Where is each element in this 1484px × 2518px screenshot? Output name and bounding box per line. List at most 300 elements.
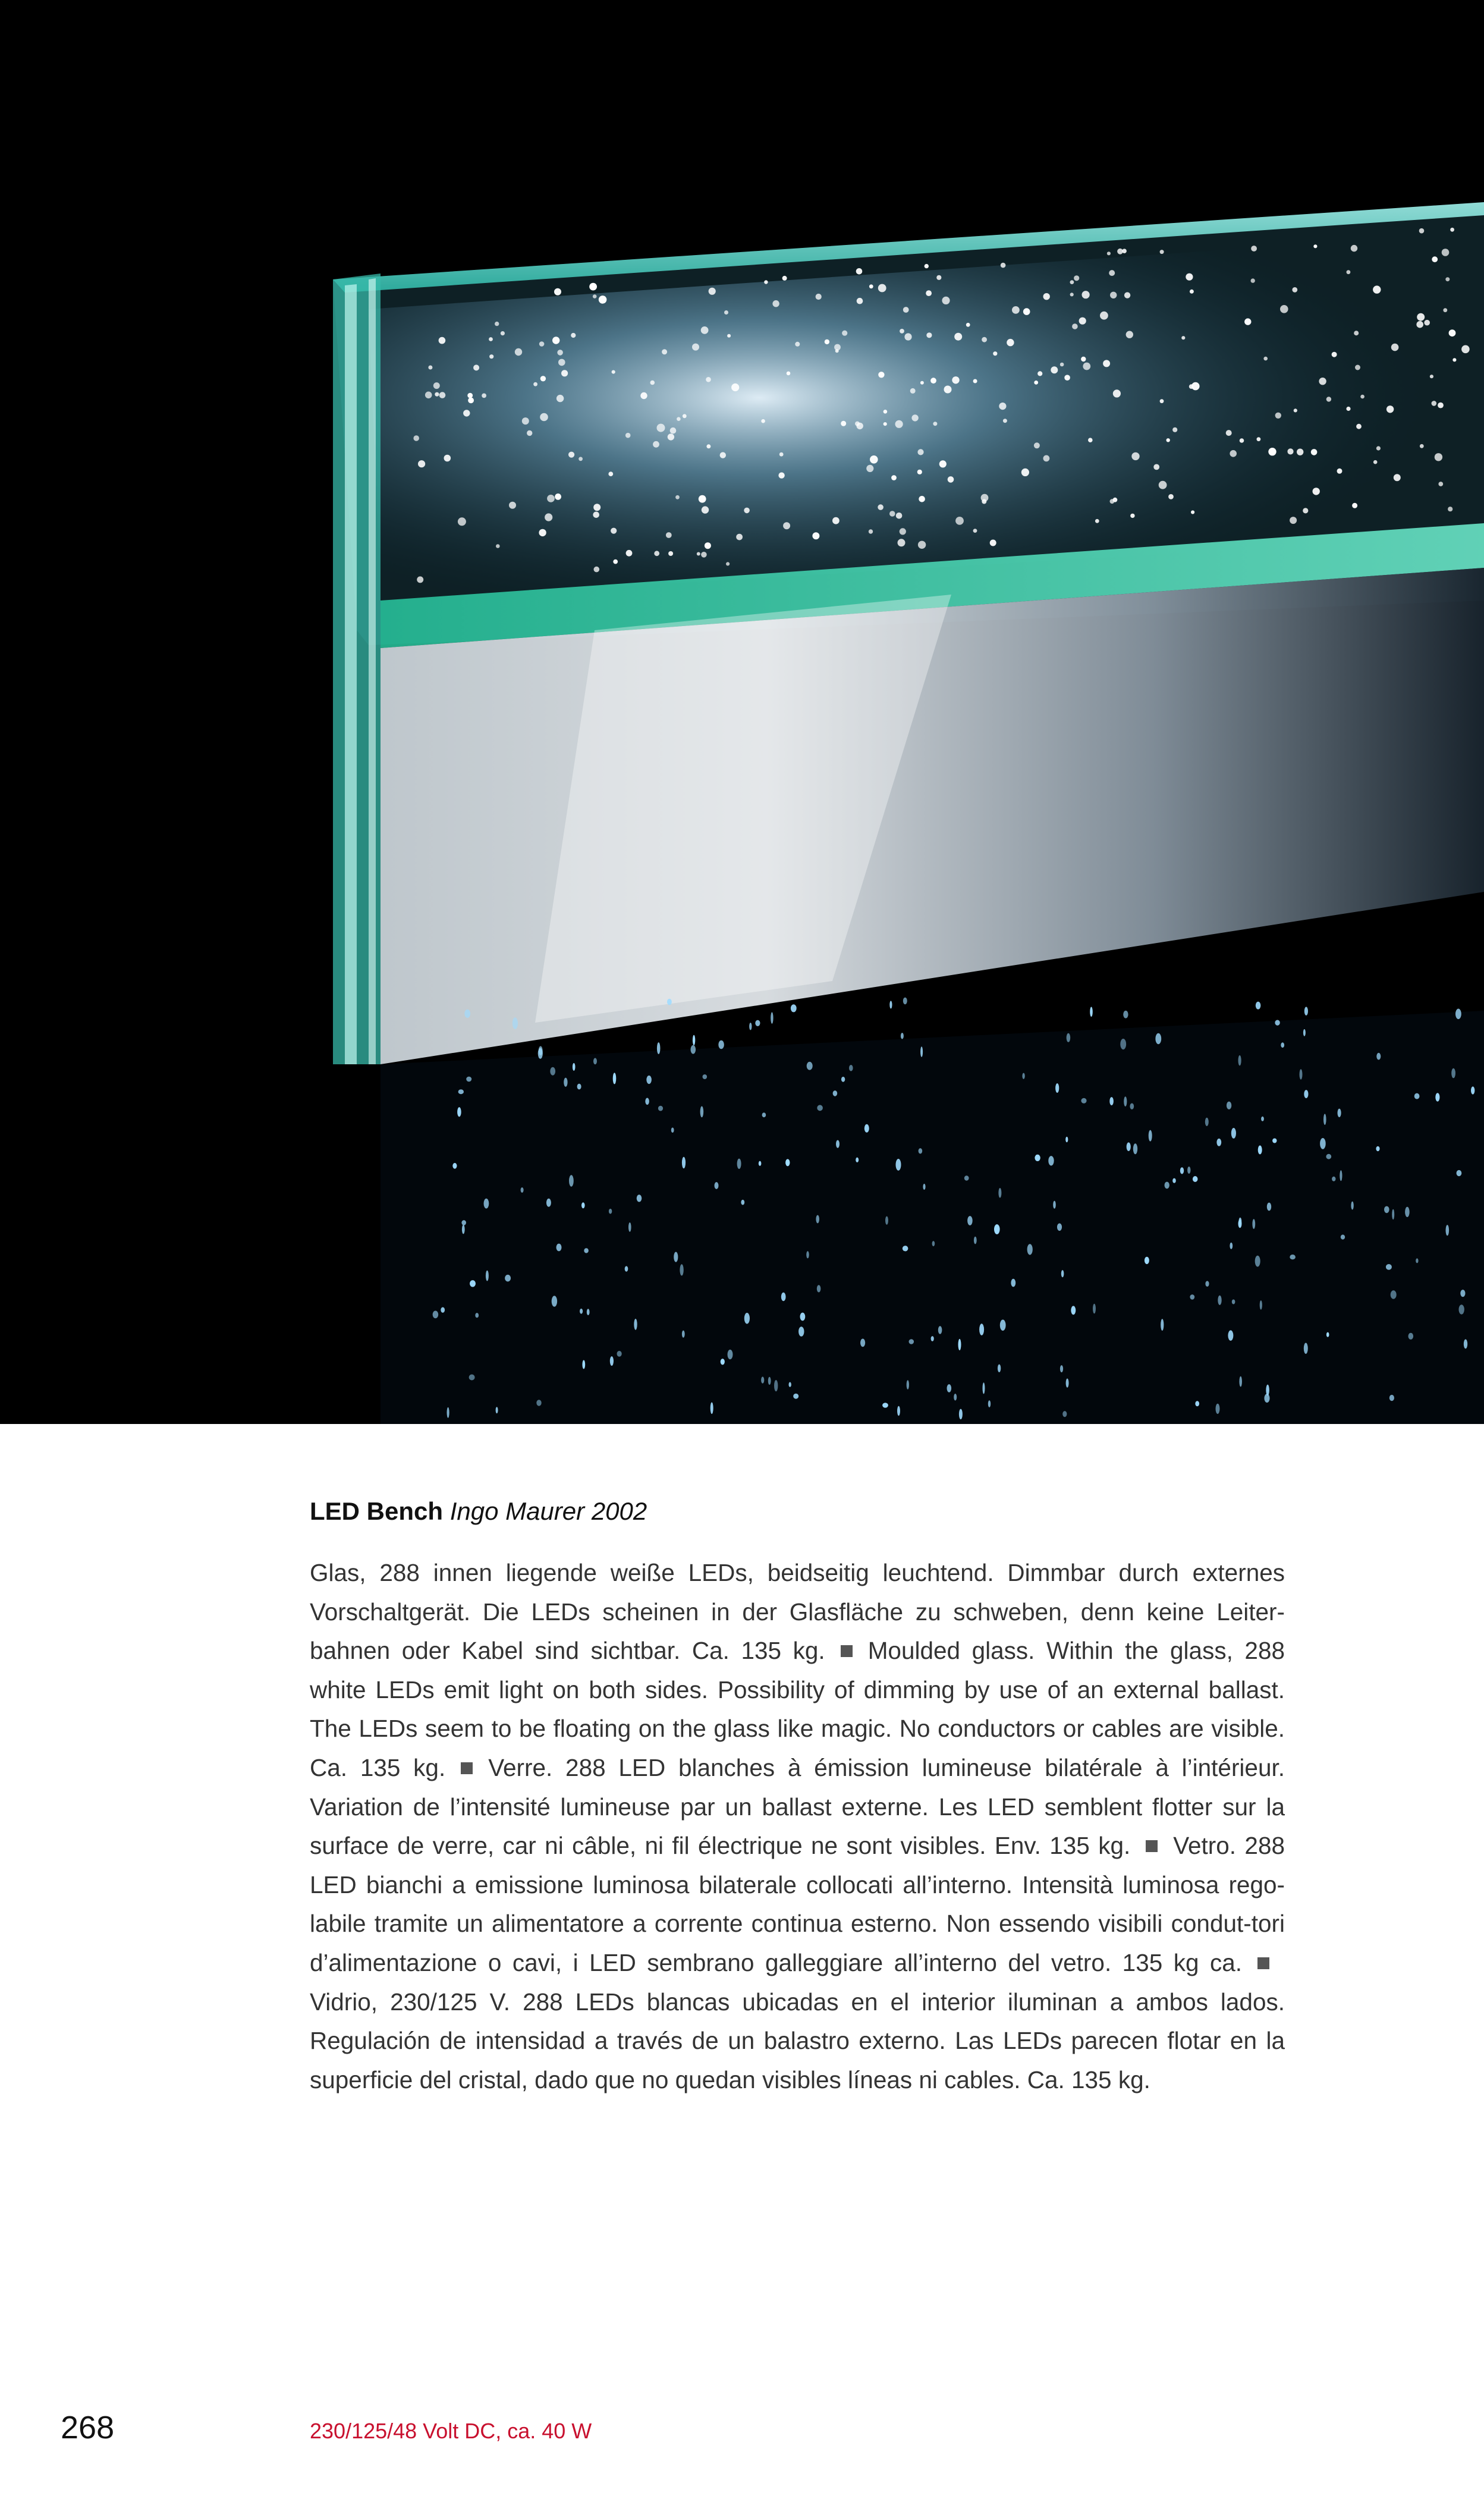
led-point [778, 472, 784, 478]
led-reflection [889, 1001, 892, 1008]
led-reflection [1123, 1011, 1128, 1018]
led-point [540, 376, 546, 381]
led-reflection [737, 1159, 741, 1169]
led-reflection [907, 1380, 909, 1389]
led-point [1124, 292, 1130, 298]
led-point [705, 542, 711, 549]
led-reflection [1300, 1069, 1303, 1079]
led-point [779, 452, 784, 457]
led-point [1417, 313, 1425, 321]
led-point [1391, 344, 1399, 351]
led-point [869, 284, 873, 288]
led-reflection [715, 1182, 719, 1189]
led-reflection [1320, 1138, 1326, 1149]
led-point [939, 460, 947, 467]
led-reflection [885, 1216, 888, 1225]
led-reflection [749, 1023, 752, 1030]
led-point [1095, 519, 1099, 523]
led-reflection [1155, 1033, 1161, 1044]
led-point [1275, 413, 1281, 419]
led-point [727, 334, 731, 338]
led-reflection [741, 1200, 744, 1205]
led-point [1021, 469, 1029, 476]
led-reflection [1145, 1257, 1149, 1264]
led-reflection [1035, 1155, 1040, 1161]
led-point [653, 441, 659, 448]
led-reflection [1338, 1109, 1341, 1117]
led-point [866, 465, 873, 472]
led-reflection [441, 1307, 445, 1313]
led-point [1070, 293, 1074, 296]
led-reflection [836, 1140, 840, 1148]
led-reflection [1304, 1343, 1308, 1354]
led-point [736, 534, 743, 540]
led-point [884, 410, 888, 414]
led-reflection [1238, 1219, 1242, 1228]
led-reflection [1090, 1007, 1093, 1017]
led-reflection [569, 1175, 574, 1187]
led-reflection [860, 1339, 865, 1347]
led-point [1251, 278, 1255, 282]
led-point [509, 502, 516, 509]
led-point [1268, 448, 1276, 455]
led-reflection [1000, 1320, 1006, 1331]
led-point [900, 329, 904, 334]
led-reflection [564, 1078, 567, 1087]
led-point [1450, 228, 1454, 232]
led-reflection [979, 1324, 984, 1335]
led-point [895, 420, 903, 428]
led-point [683, 414, 687, 418]
led-point [1159, 481, 1167, 489]
led-reflection [1261, 1117, 1264, 1121]
led-point [842, 331, 847, 336]
led-point [657, 424, 665, 432]
led-point [425, 392, 432, 399]
led-reflection [1457, 1170, 1462, 1176]
led-reflection [988, 1400, 991, 1407]
led-reflection [974, 1237, 977, 1244]
led-point [795, 342, 800, 347]
led-point [668, 551, 673, 556]
led-point [1103, 360, 1110, 367]
led-reflection [550, 1067, 555, 1076]
led-reflection [667, 999, 672, 1005]
led-reflection [658, 1106, 663, 1111]
product-name: LED Bench [310, 1497, 444, 1525]
led-point [1043, 455, 1050, 462]
led-point [982, 499, 986, 504]
led-point [1311, 449, 1318, 455]
led-point [557, 350, 563, 356]
led-reflection [1304, 1007, 1308, 1015]
led-point [1079, 317, 1086, 325]
led-reflection [1127, 1142, 1131, 1151]
led-point [1332, 352, 1337, 357]
led-reflection [593, 1058, 597, 1064]
led-reflection [466, 1077, 471, 1082]
led-point [1251, 246, 1257, 252]
led-reflection [1231, 1128, 1236, 1139]
led-reflection [657, 1042, 661, 1054]
led-point [1181, 336, 1185, 339]
led-point [594, 567, 600, 573]
led-reflection [718, 1040, 724, 1049]
led-point [458, 517, 466, 526]
led-reflection [817, 1105, 823, 1111]
led-reflection [882, 1403, 888, 1408]
description-english: Moulded glass. Within the glass, 288 white LEDs emit light on both sides. Possibility of dimming by use of an external ballast. The LEDs seem to be floating on the glass like magic. No conductors or cables are visible. Ca. 135 kg. [310, 1637, 1285, 1781]
led-point [1074, 275, 1079, 281]
led-reflection [1460, 1290, 1465, 1297]
led-reflection [958, 1339, 961, 1350]
led-reflection [728, 1350, 733, 1359]
led-reflection [1281, 1042, 1284, 1048]
led-reflection [1260, 1300, 1262, 1310]
led-point [571, 333, 576, 338]
led-point [1438, 403, 1444, 408]
led-reflection [1326, 1332, 1329, 1337]
led-point [1072, 323, 1078, 329]
led-reflection [1066, 1379, 1069, 1388]
led-point [1337, 469, 1342, 474]
led-reflection [789, 1382, 791, 1387]
led-point [944, 386, 952, 394]
led-point [1263, 357, 1268, 361]
led-reflection [1391, 1290, 1397, 1299]
led-reflection [577, 1084, 581, 1090]
led-point [911, 414, 918, 421]
led-point [825, 339, 829, 344]
page-number: 268 [61, 2410, 115, 2445]
led-point [1172, 427, 1177, 432]
led-reflection [1416, 1258, 1418, 1263]
led-reflection [458, 1089, 464, 1094]
led-reflection [1109, 1097, 1114, 1105]
led-point [1313, 244, 1317, 248]
led-reflection [1062, 1411, 1067, 1417]
led-point [856, 268, 863, 275]
led-reflection [1405, 1207, 1410, 1217]
led-point [726, 562, 730, 565]
led-reflection [674, 1252, 678, 1262]
led-point [1001, 263, 1006, 268]
led-point [1257, 437, 1261, 441]
led-reflection [447, 1407, 449, 1418]
led-reflection [959, 1409, 963, 1420]
led-point [884, 422, 887, 426]
led-reflection [693, 1035, 695, 1045]
led-point [501, 331, 505, 335]
led-point [1070, 280, 1074, 284]
led-point [834, 344, 841, 351]
led-reflection [587, 1309, 590, 1315]
led-reflection [1193, 1176, 1198, 1182]
led-reflection [552, 1296, 557, 1306]
led-point [522, 417, 529, 425]
led-reflection [496, 1407, 498, 1413]
led-reflection [768, 1377, 771, 1385]
led-point [936, 275, 941, 280]
led-point [1012, 306, 1020, 314]
separator-square-icon [841, 1645, 853, 1657]
led-point [1443, 308, 1447, 312]
led-point [1326, 397, 1331, 401]
led-point [697, 552, 700, 556]
led-point [1153, 464, 1159, 470]
led-point [731, 383, 739, 391]
led-reflection [462, 1225, 465, 1234]
led-point [925, 264, 929, 268]
led-reflection [505, 1275, 511, 1282]
led-reflection [761, 1376, 764, 1383]
led-point [1082, 291, 1090, 298]
led-point [764, 280, 768, 284]
led-reflection [1326, 1154, 1331, 1159]
led-reflection [475, 1313, 479, 1318]
led-reflection [1053, 1201, 1056, 1209]
led-point [816, 294, 822, 300]
led-point [903, 307, 909, 313]
led-reflection [1048, 1156, 1054, 1165]
led-reflection [1228, 1330, 1233, 1341]
led-point [926, 332, 932, 338]
led-point [1452, 358, 1456, 361]
led-point [1003, 419, 1007, 423]
led-reflection [613, 1073, 617, 1084]
led-reflection [1384, 1206, 1389, 1214]
led-point [1167, 438, 1170, 442]
led-reflection [710, 1403, 713, 1414]
led-reflection [1067, 1033, 1071, 1042]
led-point [993, 351, 997, 356]
led-reflection [1061, 1270, 1064, 1277]
led-reflection [1093, 1304, 1096, 1314]
led-reflection [1323, 1114, 1326, 1125]
led-reflection [1230, 1243, 1233, 1249]
led-point [593, 504, 600, 511]
led-reflection [1435, 1093, 1439, 1101]
led-reflection [920, 1046, 923, 1057]
led-point [878, 284, 886, 293]
led-reflection [800, 1313, 806, 1321]
electrical-spec: 230/125/48 Volt DC, ca. 40 W [310, 2419, 592, 2443]
led-point [920, 381, 924, 385]
led-reflection [433, 1311, 439, 1319]
led-point [625, 433, 631, 438]
led-point [1424, 320, 1430, 326]
led-reflection [1341, 1235, 1345, 1240]
led-point [545, 513, 552, 521]
led-point [654, 551, 659, 556]
led-point [463, 410, 470, 416]
product-credit: Ingo Maurer 2002 [449, 1497, 647, 1525]
led-point [1131, 452, 1139, 460]
led-reflection [744, 1313, 750, 1324]
led-reflection [1256, 1002, 1261, 1010]
led-point [1294, 408, 1297, 412]
led-point [973, 379, 977, 383]
led-point [473, 364, 479, 370]
led-reflection [1340, 1170, 1342, 1181]
led-reflection [771, 1012, 773, 1023]
led-point [1442, 249, 1450, 256]
led-reflection [1252, 1219, 1255, 1229]
led-point [744, 508, 750, 514]
led-point [761, 419, 765, 423]
led-point [611, 528, 617, 534]
led-point [889, 511, 895, 517]
led-reflection [755, 1020, 760, 1026]
led-point [589, 283, 597, 291]
led-point [930, 378, 936, 383]
led-reflection [1065, 1137, 1068, 1142]
led-reflection [1376, 1053, 1381, 1060]
led-point [1113, 389, 1121, 397]
led-point [787, 372, 791, 376]
led-reflection [1386, 1264, 1392, 1270]
led-point [540, 413, 548, 422]
led-point [1432, 256, 1438, 262]
led-point [1448, 507, 1452, 511]
led-reflection [645, 1098, 649, 1105]
led-point [1346, 407, 1350, 411]
led-reflection [546, 1199, 551, 1207]
led-point [593, 512, 599, 518]
led-reflection [919, 1148, 923, 1153]
led-reflection [807, 1062, 813, 1070]
led-point [1100, 312, 1108, 320]
led-point [668, 433, 674, 440]
led-point [1110, 499, 1115, 504]
led-reflection [1451, 1068, 1455, 1079]
led-reflection [791, 1004, 797, 1012]
led-point [1438, 482, 1443, 486]
led-reflection [998, 1188, 1001, 1198]
led-point [1360, 395, 1364, 399]
led-reflection [781, 1293, 786, 1302]
led-reflection [983, 1382, 985, 1394]
led-point [1043, 293, 1050, 300]
led-reflection [646, 1076, 652, 1084]
led-point [1107, 252, 1111, 255]
description-french: Verre. 288 LED blanches à émission lumineuse bilatérale à l’intérieur. Variation de l’intensité lumineuse par un ballast externe. Les LED semblent flotter sur la surface de verre, car ni câble, ni fil électrique ne sont visibles. Env. 135 kg. [310, 1753, 1285, 1860]
led-point [675, 495, 680, 499]
led-point [1186, 274, 1193, 281]
led-point [1230, 450, 1237, 457]
led-point [1290, 517, 1297, 524]
led-point [841, 421, 846, 426]
led-reflection [464, 1010, 470, 1018]
led-point [428, 366, 432, 370]
led-point [1034, 381, 1038, 385]
led-point [896, 513, 903, 519]
led-point [772, 300, 779, 307]
led-reflection [817, 1285, 821, 1292]
led-point [539, 529, 546, 536]
led-point [612, 370, 615, 374]
led-point [626, 550, 633, 557]
led-point [1394, 474, 1401, 481]
led-reflection [793, 1394, 798, 1399]
led-reflection [1267, 1203, 1271, 1211]
led-point [869, 529, 873, 533]
led-point [1416, 321, 1423, 328]
led-reflection [909, 1339, 914, 1344]
led-point [942, 297, 949, 304]
led-reflection [762, 1112, 766, 1117]
led-point [1287, 448, 1293, 454]
led-reflection [856, 1158, 859, 1162]
led-point [1461, 345, 1470, 354]
led-point [955, 517, 964, 525]
led-point [1319, 378, 1326, 385]
led-point [433, 382, 440, 389]
led-point [720, 452, 726, 458]
led-reflection [1218, 1296, 1221, 1305]
led-point [515, 348, 522, 356]
led-point [1226, 430, 1232, 436]
led-reflection [1130, 1104, 1134, 1109]
led-point [999, 403, 1006, 410]
led-point [444, 455, 451, 462]
led-point [701, 552, 707, 558]
led-reflection [625, 1266, 628, 1271]
led-reflection [486, 1271, 489, 1281]
led-reflection [1239, 1376, 1242, 1387]
led-reflection [1258, 1146, 1262, 1155]
led-reflection [798, 1326, 804, 1337]
description-spanish: Vidrio, 230/125 V. 288 LEDs blancas ubicadas en el interior iluminan a ambos lados. Regulación de intensidad a través de un balastro externo. Las LEDs parecen flotar en la superficie del cristal, dado que no quedan visibles líneas ni cables. Ca. 135 kg. [310, 1988, 1285, 2093]
led-point [435, 392, 439, 397]
led-point [1419, 228, 1425, 234]
description-german: Glas, 288 innen liegende weiße LEDs, beidseitig leuchtend. Dimmbar durch externes Vorschaltgerät. Die LEDs scheinen in der Glasfläche zu schweben, denn keine Leiter-bahnen oder Kabel sind sichtbar. Ca. 135 kg. [310, 1559, 1285, 1665]
led-reflection [954, 1394, 957, 1401]
led-reflection [931, 1336, 934, 1341]
led-point [900, 528, 906, 535]
led-reflection [1022, 1073, 1024, 1079]
led-reflection [536, 1400, 541, 1406]
led-point [439, 392, 446, 398]
led-reflection [964, 1175, 969, 1180]
led-reflection [461, 1220, 466, 1225]
led-point [558, 359, 565, 366]
led-point [1191, 382, 1200, 391]
led-point [662, 349, 667, 354]
led-reflection [470, 1280, 476, 1287]
led-point [1190, 290, 1194, 294]
led-point [692, 344, 699, 351]
led-point [650, 381, 655, 385]
led-reflection [1464, 1340, 1467, 1349]
led-reflection [1190, 1294, 1194, 1300]
led-point [1060, 363, 1064, 367]
led-reflection [1290, 1255, 1296, 1259]
led-point [1109, 270, 1115, 276]
led-reflection [452, 1163, 457, 1169]
led-point [855, 422, 860, 426]
led-point [832, 517, 840, 524]
led-point [482, 394, 486, 398]
led-point [552, 337, 559, 344]
led-reflection [484, 1199, 489, 1209]
led-point [489, 337, 493, 341]
led-point [709, 288, 716, 295]
led-reflection [1216, 1139, 1221, 1146]
led-reflection [1081, 1098, 1086, 1104]
led-point [489, 354, 493, 359]
product-description [310, 1554, 1285, 2099]
